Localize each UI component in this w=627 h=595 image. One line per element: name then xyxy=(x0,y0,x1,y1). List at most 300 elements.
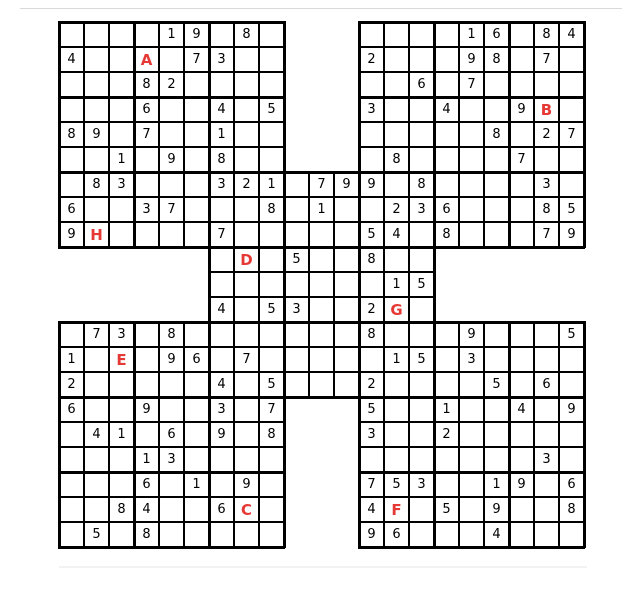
sudoku-cell[interactable] xyxy=(234,297,259,322)
sudoku-cell[interactable] xyxy=(259,347,284,372)
sudoku-cell[interactable] xyxy=(184,97,209,122)
sudoku-cell[interactable]: 8 xyxy=(234,22,259,47)
sudoku-cell[interactable] xyxy=(159,372,184,397)
sudoku-cell[interactable]: 5 xyxy=(559,197,584,222)
sudoku-cell[interactable]: 9 xyxy=(359,522,384,547)
sudoku-cell[interactable] xyxy=(159,397,184,422)
sudoku-cell[interactable] xyxy=(434,147,459,172)
sudoku-cell[interactable] xyxy=(209,322,234,347)
sudoku-cell[interactable] xyxy=(484,222,509,247)
sudoku-cell[interactable] xyxy=(234,422,259,447)
sudoku-cell[interactable] xyxy=(334,347,359,372)
sudoku-cell[interactable]: 9 xyxy=(134,397,159,422)
sudoku-cell[interactable] xyxy=(459,422,484,447)
sudoku-cell[interactable] xyxy=(334,322,359,347)
sudoku-cell[interactable]: 8 xyxy=(84,172,109,197)
sudoku-cell[interactable] xyxy=(409,422,434,447)
sudoku-cell[interactable]: 7 xyxy=(184,47,209,72)
sudoku-cell[interactable] xyxy=(559,47,584,72)
sudoku-cell[interactable]: 3 xyxy=(409,197,434,222)
sudoku-cell[interactable] xyxy=(234,122,259,147)
sudoku-cell[interactable] xyxy=(234,272,259,297)
sudoku-cell[interactable]: 9 xyxy=(359,172,384,197)
sudoku-cell[interactable] xyxy=(459,472,484,497)
sudoku-cell[interactable]: 2 xyxy=(59,372,84,397)
sudoku-cell[interactable] xyxy=(259,247,284,272)
sudoku-cell[interactable] xyxy=(384,397,409,422)
sudoku-cell[interactable]: 5 xyxy=(284,247,309,272)
sudoku-cell[interactable]: 5 xyxy=(409,347,434,372)
sudoku-cell[interactable]: 8 xyxy=(559,497,584,522)
sudoku-cell[interactable]: 4 xyxy=(134,497,159,522)
sudoku-cell[interactable] xyxy=(184,322,209,347)
sudoku-cell[interactable]: 5 xyxy=(259,297,284,322)
sudoku-cell[interactable] xyxy=(334,222,359,247)
sudoku-cell[interactable] xyxy=(409,97,434,122)
sudoku-cell[interactable]: 8 xyxy=(109,497,134,522)
sudoku-cell[interactable]: 6 xyxy=(59,397,84,422)
sudoku-cell[interactable]: 7 xyxy=(84,322,109,347)
sudoku-cell[interactable] xyxy=(484,147,509,172)
sudoku-cell[interactable] xyxy=(284,347,309,372)
sudoku-cell[interactable]: 8 xyxy=(259,197,284,222)
sudoku-cell[interactable]: 8 xyxy=(209,147,234,172)
sudoku-cell[interactable] xyxy=(359,272,384,297)
sudoku-cell[interactable]: 5 xyxy=(84,522,109,547)
sudoku-cell[interactable] xyxy=(509,22,534,47)
sudoku-cell[interactable] xyxy=(59,22,84,47)
sudoku-cell[interactable]: 3 xyxy=(109,172,134,197)
sudoku-cell[interactable] xyxy=(459,372,484,397)
sudoku-cell[interactable]: 7 xyxy=(559,122,584,147)
sudoku-cell[interactable]: 7 xyxy=(134,122,159,147)
sudoku-cell[interactable]: 7 xyxy=(509,147,534,172)
sudoku-cell[interactable]: 4 xyxy=(559,22,584,47)
sudoku-cell[interactable] xyxy=(359,347,384,372)
sudoku-cell[interactable] xyxy=(109,522,134,547)
sudoku-cell[interactable]: 5 xyxy=(559,322,584,347)
sudoku-cell[interactable]: 2 xyxy=(234,172,259,197)
sudoku-cell[interactable]: 1 xyxy=(184,472,209,497)
sudoku-cell[interactable]: 9 xyxy=(509,97,534,122)
sudoku-cell[interactable]: 3 xyxy=(209,47,234,72)
sudoku-cell[interactable] xyxy=(159,122,184,147)
sudoku-cell[interactable]: 2 xyxy=(359,47,384,72)
sudoku-cell[interactable]: 5 xyxy=(259,97,284,122)
sudoku-cell[interactable] xyxy=(459,172,484,197)
sudoku-cell[interactable] xyxy=(559,97,584,122)
sudoku-cell[interactable] xyxy=(484,397,509,422)
sudoku-cell[interactable]: 5 xyxy=(359,397,384,422)
sudoku-cell[interactable] xyxy=(234,322,259,347)
sudoku-cell[interactable] xyxy=(434,172,459,197)
sudoku-cell[interactable] xyxy=(84,347,109,372)
sudoku-cell[interactable]: 1 xyxy=(384,272,409,297)
sudoku-cell[interactable] xyxy=(184,397,209,422)
sudoku-cell[interactable] xyxy=(384,322,409,347)
sudoku-cell[interactable] xyxy=(534,347,559,372)
sudoku-cell[interactable]: 3 xyxy=(359,97,384,122)
sudoku-cell[interactable] xyxy=(84,497,109,522)
sudoku-cell[interactable] xyxy=(159,97,184,122)
sudoku-cell[interactable]: 3 xyxy=(134,197,159,222)
sudoku-cell[interactable]: 3 xyxy=(459,347,484,372)
sudoku-cell[interactable] xyxy=(84,397,109,422)
sudoku-cell[interactable] xyxy=(559,347,584,372)
sudoku-cell[interactable]: 9 xyxy=(334,172,359,197)
sudoku-cell[interactable] xyxy=(534,147,559,172)
sudoku-cell[interactable]: 6 xyxy=(384,522,409,547)
sudoku-cell[interactable] xyxy=(434,372,459,397)
sudoku-cell[interactable] xyxy=(84,97,109,122)
sudoku-cell[interactable] xyxy=(409,322,434,347)
sudoku-cell[interactable] xyxy=(334,197,359,222)
sudoku-cell[interactable] xyxy=(484,347,509,372)
sudoku-cell[interactable]: 8 xyxy=(359,322,384,347)
sudoku-cell[interactable] xyxy=(284,197,309,222)
sudoku-cell[interactable] xyxy=(184,147,209,172)
sudoku-cell[interactable] xyxy=(259,322,284,347)
sudoku-cell[interactable] xyxy=(359,72,384,97)
sudoku-cell[interactable] xyxy=(434,122,459,147)
sudoku-cell[interactable] xyxy=(84,372,109,397)
sudoku-cell[interactable] xyxy=(509,322,534,347)
sudoku-cell[interactable] xyxy=(384,422,409,447)
sudoku-cell[interactable]: 9 xyxy=(509,472,534,497)
sudoku-cell[interactable]: 2 xyxy=(159,72,184,97)
sudoku-cell[interactable]: 3 xyxy=(284,297,309,322)
sudoku-cell[interactable] xyxy=(434,47,459,72)
sudoku-cell[interactable] xyxy=(209,247,234,272)
sudoku-cell[interactable] xyxy=(309,272,334,297)
sudoku-cell[interactable] xyxy=(184,372,209,397)
sudoku-cell[interactable] xyxy=(309,247,334,272)
sudoku-cell[interactable] xyxy=(159,222,184,247)
sudoku-cell[interactable] xyxy=(109,122,134,147)
sudoku-cell[interactable] xyxy=(384,172,409,197)
sudoku-cell[interactable] xyxy=(259,22,284,47)
sudoku-cell[interactable] xyxy=(209,522,234,547)
sudoku-cell[interactable]: 4 xyxy=(384,222,409,247)
sudoku-cell[interactable] xyxy=(84,197,109,222)
sudoku-cell[interactable]: 9 xyxy=(484,497,509,522)
sudoku-cell[interactable] xyxy=(259,222,284,247)
sudoku-cell[interactable] xyxy=(409,522,434,547)
sudoku-cell[interactable] xyxy=(259,472,284,497)
sudoku-cell[interactable]: 1 xyxy=(209,122,234,147)
sudoku-cell[interactable] xyxy=(209,447,234,472)
sudoku-cell[interactable] xyxy=(359,447,384,472)
sudoku-cell[interactable] xyxy=(459,122,484,147)
sudoku-cell[interactable] xyxy=(184,172,209,197)
sudoku-cell[interactable] xyxy=(309,322,334,347)
sudoku-cell[interactable] xyxy=(109,97,134,122)
sudoku-cell[interactable] xyxy=(534,472,559,497)
sudoku-cell[interactable] xyxy=(184,122,209,147)
sudoku-cell[interactable] xyxy=(384,97,409,122)
sudoku-cell[interactable] xyxy=(59,422,84,447)
sudoku-cell[interactable] xyxy=(59,172,84,197)
sudoku-cell[interactable] xyxy=(259,147,284,172)
sudoku-cell[interactable] xyxy=(509,222,534,247)
sudoku-cell[interactable] xyxy=(259,47,284,72)
sudoku-cell[interactable] xyxy=(184,497,209,522)
sudoku-cell[interactable] xyxy=(409,297,434,322)
sudoku-cell[interactable] xyxy=(309,372,334,397)
sudoku-cell[interactable] xyxy=(534,322,559,347)
sudoku-cell[interactable]: 3 xyxy=(534,447,559,472)
sudoku-cell[interactable] xyxy=(259,272,284,297)
sudoku-cell[interactable]: 4 xyxy=(509,397,534,422)
sudoku-cell[interactable]: 8 xyxy=(259,422,284,447)
sudoku-cell[interactable]: 5 xyxy=(409,272,434,297)
sudoku-cell[interactable]: 8 xyxy=(434,222,459,247)
sudoku-cell[interactable] xyxy=(184,522,209,547)
sudoku-cell[interactable]: 6 xyxy=(184,347,209,372)
sudoku-cell[interactable] xyxy=(384,22,409,47)
sudoku-cell[interactable]: 1 xyxy=(259,172,284,197)
sudoku-cell[interactable] xyxy=(559,147,584,172)
sudoku-cell[interactable]: 4 xyxy=(209,97,234,122)
sudoku-cell[interactable]: 1 xyxy=(384,347,409,372)
sudoku-cell[interactable] xyxy=(134,322,159,347)
sudoku-cell[interactable] xyxy=(84,22,109,47)
sudoku-cell[interactable]: 9 xyxy=(559,397,584,422)
sudoku-cell[interactable] xyxy=(359,122,384,147)
sudoku-cell[interactable] xyxy=(134,22,159,47)
sudoku-cell[interactable] xyxy=(484,97,509,122)
sudoku-cell[interactable] xyxy=(184,447,209,472)
sudoku-cell[interactable] xyxy=(359,197,384,222)
sudoku-cell[interactable]: 9 xyxy=(209,422,234,447)
sudoku-cell[interactable] xyxy=(509,47,534,72)
sudoku-cell[interactable] xyxy=(109,397,134,422)
sudoku-cell[interactable]: 1 xyxy=(134,447,159,472)
sudoku-cell[interactable] xyxy=(109,372,134,397)
sudoku-cell[interactable] xyxy=(134,372,159,397)
sudoku-cell[interactable] xyxy=(234,372,259,397)
sudoku-cell[interactable] xyxy=(334,247,359,272)
sudoku-cell[interactable] xyxy=(509,522,534,547)
sudoku-cell[interactable] xyxy=(534,397,559,422)
sudoku-cell[interactable]: 4 xyxy=(59,47,84,72)
sudoku-cell[interactable]: 8 xyxy=(384,147,409,172)
sudoku-cell[interactable] xyxy=(259,522,284,547)
sudoku-cell[interactable]: 6 xyxy=(209,497,234,522)
sudoku-cell[interactable] xyxy=(84,472,109,497)
sudoku-cell[interactable]: 3 xyxy=(534,172,559,197)
sudoku-cell[interactable]: 9 xyxy=(159,147,184,172)
sudoku-cell[interactable] xyxy=(434,72,459,97)
sudoku-cell[interactable] xyxy=(109,22,134,47)
sudoku-cell[interactable]: 1 xyxy=(434,397,459,422)
sudoku-cell[interactable]: 4 xyxy=(359,497,384,522)
sudoku-cell[interactable] xyxy=(559,522,584,547)
sudoku-cell[interactable] xyxy=(284,172,309,197)
sudoku-cell[interactable] xyxy=(59,72,84,97)
sudoku-cell[interactable] xyxy=(409,22,434,47)
sudoku-cell[interactable]: 4 xyxy=(209,297,234,322)
sudoku-cell[interactable]: 1 xyxy=(459,22,484,47)
sudoku-cell[interactable]: 6 xyxy=(59,197,84,222)
sudoku-cell[interactable] xyxy=(459,197,484,222)
sudoku-cell[interactable] xyxy=(259,72,284,97)
sudoku-cell[interactable] xyxy=(459,497,484,522)
sudoku-cell[interactable]: 7 xyxy=(459,72,484,97)
sudoku-cell[interactable]: 6 xyxy=(409,72,434,97)
sudoku-cell[interactable] xyxy=(534,522,559,547)
sudoku-cell[interactable] xyxy=(134,172,159,197)
sudoku-cell[interactable] xyxy=(459,447,484,472)
sudoku-cell[interactable]: 6 xyxy=(134,472,159,497)
sudoku-cell[interactable] xyxy=(459,147,484,172)
sudoku-cell[interactable] xyxy=(434,347,459,372)
sudoku-cell[interactable] xyxy=(334,272,359,297)
sudoku-cell[interactable] xyxy=(484,197,509,222)
sudoku-cell[interactable]: 8 xyxy=(134,522,159,547)
sudoku-cell[interactable] xyxy=(384,247,409,272)
sudoku-cell[interactable] xyxy=(134,147,159,172)
sudoku-cell[interactable] xyxy=(459,97,484,122)
sudoku-cell[interactable]: 1 xyxy=(484,472,509,497)
sudoku-cell[interactable] xyxy=(234,447,259,472)
sudoku-cell[interactable] xyxy=(109,222,134,247)
sudoku-cell[interactable]: 2 xyxy=(359,372,384,397)
sudoku-cell[interactable]: 3 xyxy=(409,472,434,497)
sudoku-cell[interactable] xyxy=(234,97,259,122)
sudoku-cell[interactable]: 7 xyxy=(534,47,559,72)
sudoku-cell[interactable] xyxy=(384,47,409,72)
sudoku-cell[interactable]: 8 xyxy=(534,197,559,222)
sudoku-cell[interactable] xyxy=(409,372,434,397)
sudoku-cell[interactable] xyxy=(84,147,109,172)
sudoku-cell[interactable]: 5 xyxy=(434,497,459,522)
sudoku-cell[interactable] xyxy=(284,372,309,397)
sudoku-cell[interactable]: 3 xyxy=(209,172,234,197)
sudoku-cell[interactable] xyxy=(109,72,134,97)
sudoku-cell[interactable] xyxy=(159,497,184,522)
sudoku-cell[interactable] xyxy=(559,172,584,197)
sudoku-cell[interactable] xyxy=(59,447,84,472)
sudoku-cell[interactable]: 9 xyxy=(559,222,584,247)
sudoku-cell[interactable] xyxy=(259,122,284,147)
sudoku-cell[interactable]: 9 xyxy=(184,22,209,47)
sudoku-cell[interactable] xyxy=(334,372,359,397)
sudoku-cell[interactable] xyxy=(509,72,534,97)
sudoku-cell[interactable]: 5 xyxy=(484,372,509,397)
sudoku-cell[interactable] xyxy=(209,272,234,297)
sudoku-cell[interactable]: 1 xyxy=(109,147,134,172)
sudoku-cell[interactable] xyxy=(84,72,109,97)
sudoku-cell[interactable]: 3 xyxy=(359,422,384,447)
sudoku-cell[interactable] xyxy=(159,172,184,197)
sudoku-cell[interactable] xyxy=(234,147,259,172)
sudoku-cell[interactable] xyxy=(109,472,134,497)
sudoku-cell[interactable]: 6 xyxy=(559,472,584,497)
sudoku-cell[interactable]: 7 xyxy=(534,222,559,247)
sudoku-cell[interactable] xyxy=(509,497,534,522)
sudoku-cell[interactable] xyxy=(534,422,559,447)
sudoku-cell[interactable] xyxy=(59,497,84,522)
sudoku-cell[interactable] xyxy=(409,222,434,247)
sudoku-cell[interactable] xyxy=(259,447,284,472)
sudoku-cell[interactable] xyxy=(134,222,159,247)
sudoku-cell[interactable] xyxy=(59,522,84,547)
sudoku-cell[interactable]: 7 xyxy=(309,172,334,197)
sudoku-cell[interactable] xyxy=(384,372,409,397)
sudoku-cell[interactable] xyxy=(309,347,334,372)
sudoku-cell[interactable] xyxy=(534,497,559,522)
sudoku-cell[interactable] xyxy=(434,322,459,347)
sudoku-cell[interactable] xyxy=(434,522,459,547)
sudoku-cell[interactable] xyxy=(434,22,459,47)
sudoku-cell[interactable]: 7 xyxy=(259,397,284,422)
sudoku-cell[interactable] xyxy=(59,147,84,172)
sudoku-cell[interactable] xyxy=(209,197,234,222)
sudoku-cell[interactable] xyxy=(234,222,259,247)
sudoku-cell[interactable] xyxy=(509,172,534,197)
sudoku-cell[interactable]: 9 xyxy=(234,472,259,497)
sudoku-cell[interactable] xyxy=(434,447,459,472)
sudoku-cell[interactable]: 1 xyxy=(159,22,184,47)
sudoku-cell[interactable] xyxy=(484,172,509,197)
sudoku-cell[interactable]: 7 xyxy=(234,347,259,372)
sudoku-cell[interactable]: 3 xyxy=(159,447,184,472)
sudoku-cell[interactable] xyxy=(159,472,184,497)
sudoku-cell[interactable] xyxy=(434,472,459,497)
sudoku-cell[interactable] xyxy=(59,322,84,347)
sudoku-cell[interactable] xyxy=(109,197,134,222)
sudoku-cell[interactable] xyxy=(259,497,284,522)
sudoku-cell[interactable] xyxy=(409,447,434,472)
sudoku-cell[interactable]: 6 xyxy=(534,372,559,397)
sudoku-cell[interactable] xyxy=(84,447,109,472)
sudoku-cell[interactable]: 4 xyxy=(434,97,459,122)
sudoku-cell[interactable] xyxy=(509,422,534,447)
sudoku-cell[interactable] xyxy=(359,22,384,47)
sudoku-cell[interactable]: 9 xyxy=(84,122,109,147)
sudoku-cell[interactable] xyxy=(184,222,209,247)
sudoku-cell[interactable] xyxy=(484,422,509,447)
sudoku-cell[interactable]: 8 xyxy=(484,122,509,147)
sudoku-cell[interactable] xyxy=(234,522,259,547)
sudoku-cell[interactable] xyxy=(234,47,259,72)
sudoku-cell[interactable] xyxy=(509,122,534,147)
sudoku-cell[interactable] xyxy=(409,147,434,172)
sudoku-cell[interactable]: 2 xyxy=(434,422,459,447)
sudoku-cell[interactable] xyxy=(284,222,309,247)
sudoku-cell[interactable]: 8 xyxy=(484,47,509,72)
sudoku-cell[interactable]: 4 xyxy=(84,422,109,447)
sudoku-cell[interactable]: 9 xyxy=(459,322,484,347)
sudoku-cell[interactable]: 6 xyxy=(434,197,459,222)
sudoku-cell[interactable]: 4 xyxy=(484,522,509,547)
sudoku-cell[interactable]: 7 xyxy=(159,197,184,222)
sudoku-cell[interactable] xyxy=(409,397,434,422)
sudoku-cell[interactable] xyxy=(159,47,184,72)
sudoku-cell[interactable]: 7 xyxy=(359,472,384,497)
sudoku-cell[interactable]: 2 xyxy=(534,122,559,147)
sudoku-cell[interactable]: 6 xyxy=(159,422,184,447)
sudoku-cell[interactable] xyxy=(309,297,334,322)
sudoku-cell[interactable]: 9 xyxy=(59,222,84,247)
sudoku-cell[interactable] xyxy=(109,47,134,72)
sudoku-cell[interactable] xyxy=(109,447,134,472)
sudoku-cell[interactable] xyxy=(159,522,184,547)
sudoku-cell[interactable] xyxy=(334,297,359,322)
sudoku-cell[interactable] xyxy=(559,372,584,397)
sudoku-cell[interactable]: 8 xyxy=(534,22,559,47)
